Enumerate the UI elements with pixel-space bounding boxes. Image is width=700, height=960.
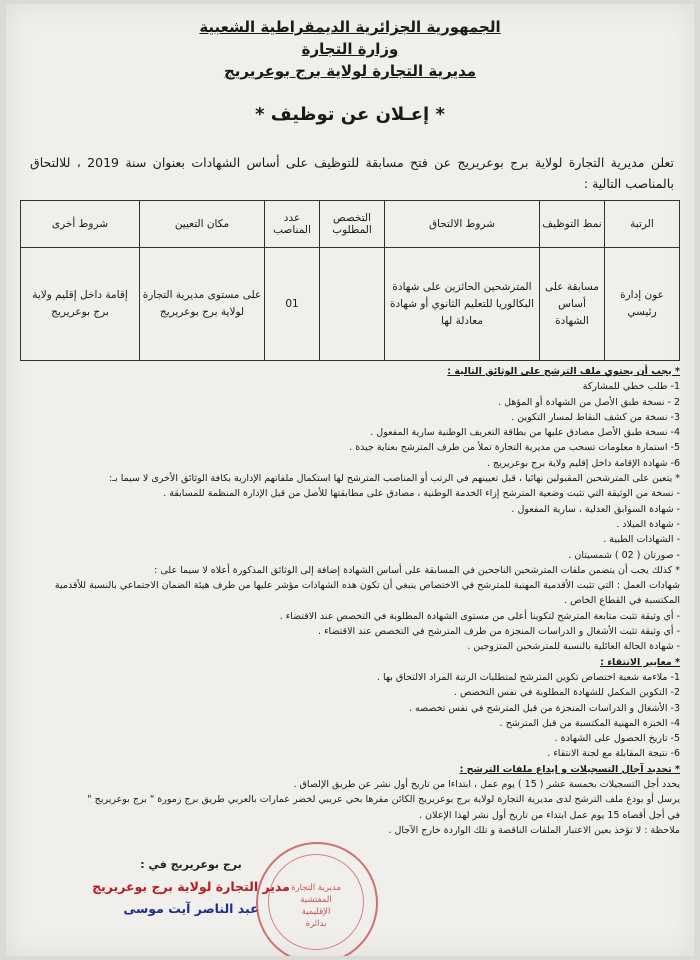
- requirement-line: ملاحظة : لا تؤخذ بعين الاعتبار الملفات الناقصة و تلك الواردة خارج الآجال .: [388, 824, 680, 836]
- requirement-line: - شهادة السوابق العدلية ، سارية المفعول .: [511, 503, 680, 515]
- requirement-line: يحدد أجل التسجيلات بخمسة عشر ( 15 ) يوم عمل ، ابتداءا من تاريخ أول نشر عن طريق الإلصاق .: [293, 779, 680, 791]
- table-header-row: [21, 201, 680, 248]
- requirement-line: 5- استمارة معلومات تسحب من مديرية التجارة تملأ من طرف المترشح بعناية جيدة .: [349, 442, 680, 454]
- requirement-line: - صورتان ( 02 ) شمسيتان .: [568, 549, 680, 561]
- col-header-count: عدد المناصب: [265, 201, 320, 248]
- requirement-line: * يجب أن يحتوي ملف الترشح على الوثائق التالية :: [447, 366, 680, 377]
- requirement-line: 2- التكوين المكمل للشهادة المطلوبة في نفس التخصص .: [453, 687, 680, 699]
- requirement-line: * تحديد آجال التسجيلات و إيداع ملفات الترشح :: [459, 763, 680, 775]
- cell-place: على مستوى مديرية التجارة لولاية برج بوعريريج: [140, 248, 265, 361]
- requirement-line: 2 - نسخة طبق الأصل من الشهادة أو المؤهل .: [498, 396, 680, 408]
- cell-mode: مسابقة على أساس الشهادة: [540, 248, 605, 361]
- requirement-line: 1- طلب خطي للمشاركة: [582, 381, 680, 393]
- requirement-line: - الشهادات الطبية .: [603, 534, 680, 546]
- requirement-line: شهادات العمل : التي تثبت الأقدمية المهنية للمترشح في الاختصاص ينبغي أن تكون هذه الشهادات مؤشر عليها من طرف هيئة الضمان الاجتماعي بالنسبة للأقدمية: [54, 580, 680, 592]
- cell-count: 01: [265, 248, 320, 361]
- positions-table: [20, 200, 680, 361]
- col-header-other: شروط أخرى: [21, 201, 140, 248]
- signature-block: [66, 854, 316, 920]
- announcement-title: * إعـلان عن توظيف *: [255, 104, 445, 125]
- requirement-line: - نسخة من الوثيقة التي تثبت وضعية المترشح إزاء الخدمة الوطنية ، مصادق على مطابقتها للأصل من قبل الإدارة المنظمة للمسابقة .: [163, 488, 680, 500]
- col-header-conditions: شروط الالتحاق: [385, 201, 540, 248]
- signature-name: عبد الناصر آيت موسى: [123, 901, 259, 916]
- requirement-line: 4- الخبرة المهنية المكتسبة من قبل المترشح .: [499, 717, 680, 729]
- ministry-name: وزارة التجارة: [301, 40, 399, 58]
- table-row: [21, 248, 680, 361]
- requirement-line: * معايير الانتقاء :: [600, 656, 680, 668]
- cell-other: إقامة داخل إقليم ولاية برج بوعريريج: [21, 248, 140, 361]
- republic-name: الجمهورية الجزائرية الديمقراطية الشعبية: [199, 18, 501, 36]
- stamp-text: مديرية التجارة المفتشية الإقليمية بدائرة: [291, 883, 341, 929]
- requirement-line: - شهادة الميلاد .: [616, 518, 680, 530]
- requirement-line: 6- شهادة الإقامة داخل إقليم ولاية برج بوعريريج .: [486, 457, 680, 469]
- requirement-line: 1- ملاءمة شعبة اختصاص تكوين المترشح لمتطلبات الرتبة المراد الالتحاق بها .: [376, 671, 680, 683]
- requirement-line: في أجل أقصاه 15 يوم عمل ابتداء من تاريخ أول نشر لهذا الإعلان .: [419, 809, 680, 821]
- requirement-line: * يتعين على المترشحين المقبولين نهائيا ، قبل تعيينهم في الرتب أو المناصب المترشح لها استكمال ملفاتهم الإدارية بكافة الوثائق الأخرى لا سيما بـ:: [109, 473, 680, 485]
- announcement-page: [6, 4, 694, 956]
- requirement-line: - أي وثيقة تثبت متابعة المترشح لتكوينا أعلى من مستوى الشهادة المطلوبة في التخصص عند الاقتضاء .: [279, 610, 680, 622]
- directorate-name: مديرية التجارة لولاية برج بوعريريج: [223, 62, 477, 80]
- cell-specialty: [320, 248, 385, 361]
- requirements-section: [16, 364, 680, 838]
- col-header-rank: الرتبة: [605, 201, 680, 248]
- requirement-line: المكتسبة في القطاع الخاص .: [564, 595, 680, 607]
- requirement-line: 3- نسخة من كشف النقاط لمسار التكوين .: [511, 411, 680, 423]
- col-header-mode: نمط التوظيف: [540, 201, 605, 248]
- requirement-line: 5- تاريخ الحصول على الشهادة .: [554, 733, 680, 745]
- requirement-line: - أي وثيقة تثبت الأشغال و الدراسات المنجزة من طرف المترشح في التخصص عند الاقتضاء .: [318, 626, 680, 638]
- requirement-line: 3- الأشغال و الدراسات المنجزة من قبل المترشح في نفس تخصصه .: [408, 702, 680, 714]
- requirement-line: 6- نتيجة المقابلة مع لجنة الانتقاء .: [547, 748, 680, 760]
- cell-conditions: المترشحين الحائزين على شهادة البكالوريا للتعليم الثانوي أو شهادة معادلة لها: [385, 248, 540, 361]
- signature-role: مدير التجارة لولاية برج بوعريريج: [92, 879, 290, 894]
- requirement-line: - شهادة الحالة العائلية بالنسبة للمترشحين المتزوجين .: [467, 641, 680, 653]
- requirement-line: يرسل أو يودع ملف الترشح لدى مديرية التجارة لولاية برج بوعريريج الكائن مقرها بحي عريبي لخضر عمارات بالعربي طريق برج زمورة " برج بوعريريج ": [87, 794, 680, 806]
- intro-paragraph: تعلن مديرية التجارة لولاية برج بوعريريج عن فتح مسابقة للتوظيف على أساس الشهادات بعنوان سنة 2019 ، للالتحاق بالمناصب التالية :: [30, 155, 674, 191]
- signature-place-date: برج بوعريريج في :: [140, 858, 242, 871]
- cell-rank: عون إدارة رئيسي: [605, 248, 680, 361]
- requirement-line: * كذلك يجب أن يتضمن ملفات المترشحين الناجحين في المسابقة على أساس الشهادة إضافة إلى الوثائق المذكورة أعلاه لا سيما على :: [154, 564, 680, 576]
- requirement-line: 4- نسخة طبق الأصل مصادق عليها من بطاقة التعريف الوطنية سارية المفعول .: [370, 427, 680, 439]
- col-header-specialty: التخصص المطلوب: [320, 201, 385, 248]
- document-header: [6, 16, 694, 82]
- col-header-place: مكان التعيين: [140, 201, 265, 248]
